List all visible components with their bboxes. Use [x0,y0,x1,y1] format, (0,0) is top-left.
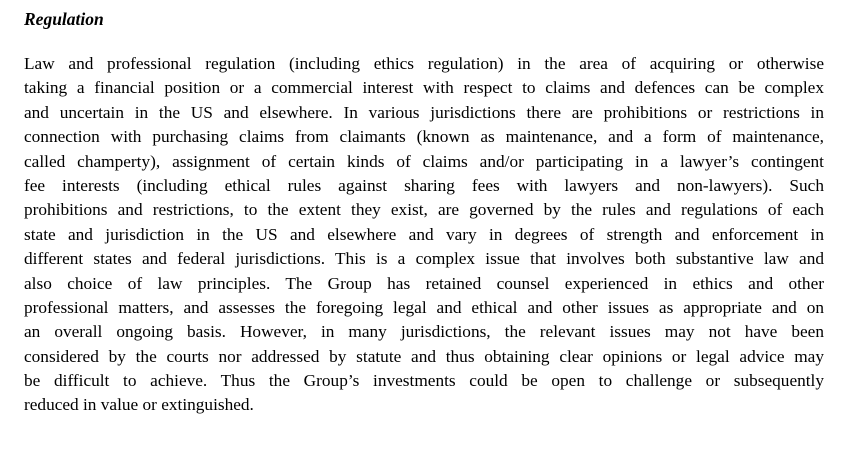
paragraph-line: connection with purchasing claims from claimants (known as maintenance, and a form of maintenance, [24,127,824,147]
paragraph-line: reduced in value or extinguished. [24,395,254,415]
section-heading: Regulation [24,9,104,29]
paragraph-line: be difficult to achieve. Thus the Group’s investments could be open to challenge or subsequently [24,371,824,391]
paragraph-line: Law and professional regulation (including ethics regulation) in the area of acquiring or otherwise [24,54,824,73]
paragraph-line: taking a financial position or a commercial interest with respect to claims and defences can be complex [24,78,824,98]
paragraph-line: fee interests (including ethical rules against sharing fees with lawyers and non-lawyers). Such [24,175,824,195]
section-paragraph [24,52,824,418]
paragraph-line: called champerty), assignment of certain kinds of claims and/or participating in a lawyer’s contingent [24,151,824,171]
paragraph-line: considered by the courts nor addressed by statute and thus obtaining clear opinions or legal advice may [24,346,824,366]
paragraph-line: an overall ongoing basis. However, in many jurisdictions, the relevant issues may not have been [24,322,824,342]
paragraph-line: prohibitions and restrictions, to the extent they exist, are governed by the rules and regulations of each [24,200,824,220]
paragraph-line: also choice of law principles. The Group has retained counsel experienced in ethics and other [24,273,824,293]
paragraph-line: state and jurisdiction in the US and elsewhere and vary in degrees of strength and enforcement in [24,224,824,244]
paragraph-line: different states and federal jurisdictions. This is a complex issue that involves both substantive law and [24,249,824,269]
paragraph-line: and uncertain in the US and elsewhere. In various jurisdictions there are prohibitions or restrictions in [24,102,824,122]
paragraph-line: professional matters, and assesses the foregoing legal and ethical and other issues as appropriate and on [24,297,824,317]
